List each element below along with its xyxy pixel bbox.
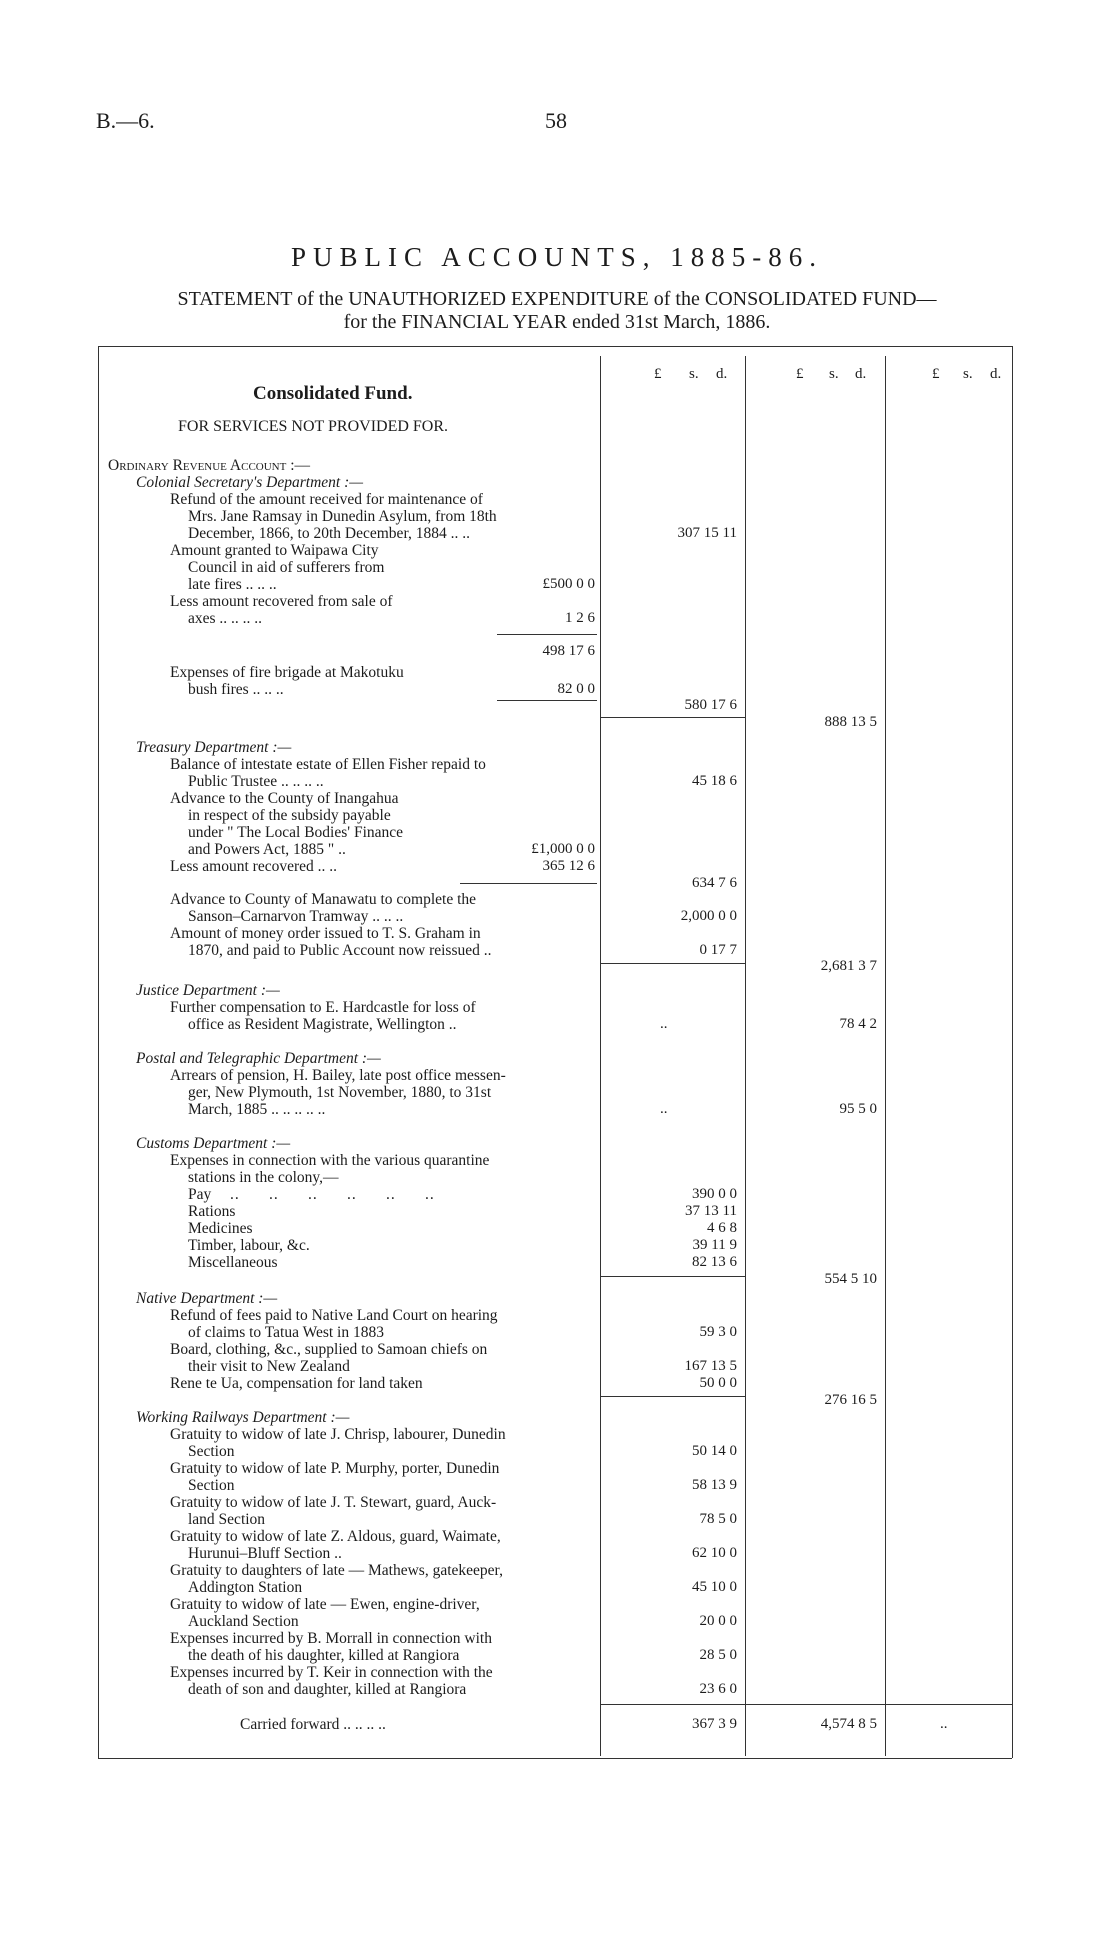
colonial-waipawa-line: Amount granted to Waipawa City — [170, 542, 379, 559]
railways-item-line: land Section — [188, 1511, 266, 1528]
col3-pounds-header: £ — [796, 366, 804, 382]
treasury-money-order-amount: 0 17 7 — [699, 942, 737, 958]
subtitle-line-1: STATEMENT of the UNAUTHORIZED EXPENDITURE of the CONSOLIDATED FUND— — [177, 288, 937, 310]
customs-item-amount: 4 6 8 — [707, 1220, 737, 1236]
customs-item-label: Medicines — [188, 1220, 253, 1237]
treasury-manawatu-line: Advance to County of Manawatu to complete the — [170, 891, 477, 908]
railways-item-line: Section — [188, 1477, 235, 1494]
treasury-less-amount: 365 12 6 — [542, 858, 595, 874]
postal-col2-dots: .. — [660, 1101, 668, 1117]
colonial-waipawa-amount: £500 0 0 — [542, 576, 595, 592]
colonial-waipawa-line: Council in aid of sufferers from — [188, 559, 385, 576]
series-code: B.—6. — [96, 108, 155, 133]
colonial-less-line: Less amount recovered from sale of — [170, 593, 393, 610]
leader-dots: .. .. .. .. .. .. — [230, 1186, 435, 1203]
colonial-refund-line: Mrs. Jane Ramsay in Dunedin Asylum, from 18th — [188, 508, 497, 525]
customs-item-amount: 37 13 11 — [685, 1203, 737, 1219]
justice-col2-dots: .. — [660, 1016, 668, 1032]
colonial-subtotal: 580 17 6 — [684, 697, 737, 713]
colonial-net-amount: 498 17 6 — [542, 643, 595, 659]
customs-item-amount: 82 13 6 — [692, 1254, 737, 1270]
col3-shillings-header: s. — [829, 366, 839, 382]
justice-line: Further compensation to E. Hardcastle for loss of — [170, 999, 476, 1016]
postal-line: March, 1885 .. .. .. .. .. — [188, 1101, 326, 1118]
customs-item-label: Rations — [188, 1203, 236, 1220]
fund-heading: Consolidated Fund. — [253, 383, 413, 404]
native-total: 276 16 5 — [824, 1392, 877, 1408]
carried-forward-col4: .. — [940, 1716, 948, 1732]
railways-item-line: Hurunui–Bluff Section .. — [188, 1545, 342, 1562]
justice-total: 78 4 2 — [839, 1016, 877, 1032]
railways-item-line: death of son and daughter, killed at Rangiora — [188, 1681, 467, 1698]
railways-item-line: Expenses incurred by T. Keir in connection with the — [170, 1664, 493, 1681]
railways-item-line: Section — [188, 1443, 235, 1460]
customs-item-amount: 390 0 0 — [692, 1186, 737, 1202]
subtitle-line-2: for the FINANCIAL YEAR ended 31st March, 1886. — [343, 311, 771, 333]
railways-item-line: Gratuity to widow of late Z. Aldous, guard, Waimate, — [170, 1528, 501, 1545]
page-number: 58 — [545, 108, 567, 133]
postal-line: ger, New Plymouth, 1st November, 1880, to 31st — [188, 1084, 492, 1101]
postal-heading: Postal and Telegraphic Department :— — [136, 1050, 381, 1067]
railways-item-line: Gratuity to widow of late — Ewen, engine-driver, — [170, 1596, 480, 1613]
carried-forward-col3: 4,574 8 5 — [820, 1716, 877, 1732]
railways-item-line: Auckland Section — [188, 1613, 299, 1630]
colonial-refund-line: December, 1866, to 20th December, 1884 .. .. — [188, 525, 470, 542]
postal-line: Arrears of pension, H. Bailey, late post office messen- — [170, 1067, 506, 1084]
justice-heading: Justice Department :— — [136, 982, 280, 999]
treasury-advance-line: under " The Local Bodies' Finance — [188, 824, 404, 841]
customs-intro-line: Expenses in connection with the various quarantine — [170, 1152, 490, 1169]
treasury-balance-line: Balance of intestate estate of Ellen Fisher repaid to — [170, 756, 486, 773]
native-item-amount: 59 3 0 — [699, 1324, 737, 1340]
treasury-heading: Treasury Department :— — [136, 739, 292, 756]
native-item-line: of claims to Tatua West in 1883 — [188, 1324, 384, 1341]
railways-item-amount: 28 5 0 — [699, 1647, 737, 1663]
customs-item-label: Timber, labour, &c. — [188, 1237, 310, 1254]
colonial-brigade-line: Expenses of fire brigade at Makotuku — [170, 664, 404, 681]
treasury-manawatu-line: Sanson–Carnarvon Tramway .. .. .. — [188, 908, 404, 925]
railways-item-amount: 45 10 0 — [692, 1579, 737, 1595]
treasury-manawatu-amount: 2,000 0 0 — [680, 908, 737, 924]
treasury-advance-line: Advance to the County of Inangahua — [170, 790, 399, 807]
railways-item-amount: 23 6 0 — [699, 1681, 737, 1697]
treasury-net-amount: 634 7 6 — [692, 875, 737, 891]
railways-item-line: Expenses incurred by B. Morrall in connection with — [170, 1630, 492, 1647]
page-title: PUBLIC ACCOUNTS, 1885-86. — [290, 242, 824, 272]
treasury-less-line: Less amount recovered .. .. — [170, 858, 337, 875]
col4-pence-header: d. — [990, 366, 1002, 382]
col2-pounds-header: £ — [654, 366, 662, 382]
native-item-line: Board, clothing, &c., supplied to Samoan chiefs on — [170, 1341, 488, 1358]
col4-pounds-header: £ — [932, 366, 940, 382]
customs-heading: Customs Department :— — [136, 1135, 291, 1152]
treasury-balance-amount: 45 18 6 — [692, 773, 737, 789]
railways-item-amount: 50 14 0 — [692, 1443, 737, 1459]
native-item-line: Rene te Ua, compensation for land taken — [170, 1375, 423, 1392]
colonial-heading: Colonial Secretary's Department :— — [136, 474, 364, 491]
customs-item-label: Pay — [188, 1186, 212, 1203]
native-item-line: Refund of fees paid to Native Land Court on hearing — [170, 1307, 498, 1324]
treasury-total: 2,681 3 7 — [820, 958, 877, 974]
treasury-advance-amount: £1,000 0 0 — [531, 841, 595, 857]
railways-item-line: Gratuity to widow of late P. Murphy, porter, Dunedin — [170, 1460, 500, 1477]
railways-item-amount: 20 0 0 — [699, 1613, 737, 1629]
col4-shillings-header: s. — [963, 366, 973, 382]
railways-item-amount: 78 5 0 — [699, 1511, 737, 1527]
carried-forward-col2: 367 3 9 — [692, 1716, 737, 1732]
railways-item-line: Addington Station — [188, 1579, 303, 1596]
customs-item-amount: 39 11 9 — [692, 1237, 737, 1253]
customs-item-label: Miscellaneous — [188, 1254, 278, 1271]
col2-pence-header: d. — [716, 366, 728, 382]
native-heading: Native Department :— — [136, 1290, 278, 1307]
native-item-amount: 167 13 5 — [684, 1358, 737, 1374]
native-item-amount: 50 0 0 — [699, 1375, 737, 1391]
treasury-advance-line: and Powers Act, 1885 " .. — [188, 841, 346, 858]
colonial-less-amount: 1 2 6 — [565, 610, 595, 626]
railways-item-line: Gratuity to widow of late J. T. Stewart, guard, Auck- — [170, 1494, 497, 1511]
railways-heading: Working Railways Department :— — [136, 1409, 350, 1426]
customs-intro-line: stations in the colony,— — [188, 1169, 339, 1186]
railways-item-line: the death of his daughter, killed at Rangiora — [188, 1647, 460, 1664]
colonial-less-line: axes .. .. .. .. — [188, 610, 263, 627]
account-heading: Ordinary Revenue Account :— — [108, 457, 311, 474]
col2-shillings-header: s. — [689, 366, 699, 382]
treasury-advance-line: in respect of the subsidy payable — [188, 807, 391, 824]
colonial-refund-line: Refund of the amount received for maintenance of — [170, 491, 483, 508]
railways-item-amount: 58 13 9 — [692, 1477, 737, 1493]
postal-total: 95 5 0 — [839, 1101, 877, 1117]
colonial-waipawa-line: late fires .. .. .. — [188, 576, 277, 593]
treasury-balance-line: Public Trustee .. .. .. .. — [188, 773, 324, 790]
colonial-refund-amount: 307 15 11 — [677, 525, 737, 541]
railways-item-amount: 62 10 0 — [692, 1545, 737, 1561]
native-item-line: their visit to New Zealand — [188, 1358, 350, 1375]
fund-subheading: FOR SERVICES NOT PROVIDED FOR. — [178, 418, 449, 435]
col3-pence-header: d. — [855, 366, 867, 382]
customs-total: 554 5 10 — [824, 1271, 877, 1287]
justice-line: office as Resident Magistrate, Wellington .. — [188, 1016, 457, 1033]
railways-item-line: Gratuity to widow of late J. Chrisp, labourer, Dunedin — [170, 1426, 506, 1443]
colonial-brigade-amount: 82 0 0 — [557, 681, 595, 697]
railways-item-line: Gratuity to daughters of late — Mathews, gatekeeper, — [170, 1562, 503, 1579]
colonial-total: 888 13 5 — [824, 714, 877, 730]
treasury-money-order-line: Amount of money order issued to T. S. Graham in — [170, 925, 481, 942]
treasury-money-order-line: 1870, and paid to Public Account now reissued .. — [188, 942, 492, 959]
carried-forward-label: Carried forward .. .. .. .. — [240, 1716, 386, 1733]
colonial-brigade-line: bush fires .. .. .. — [188, 681, 284, 698]
